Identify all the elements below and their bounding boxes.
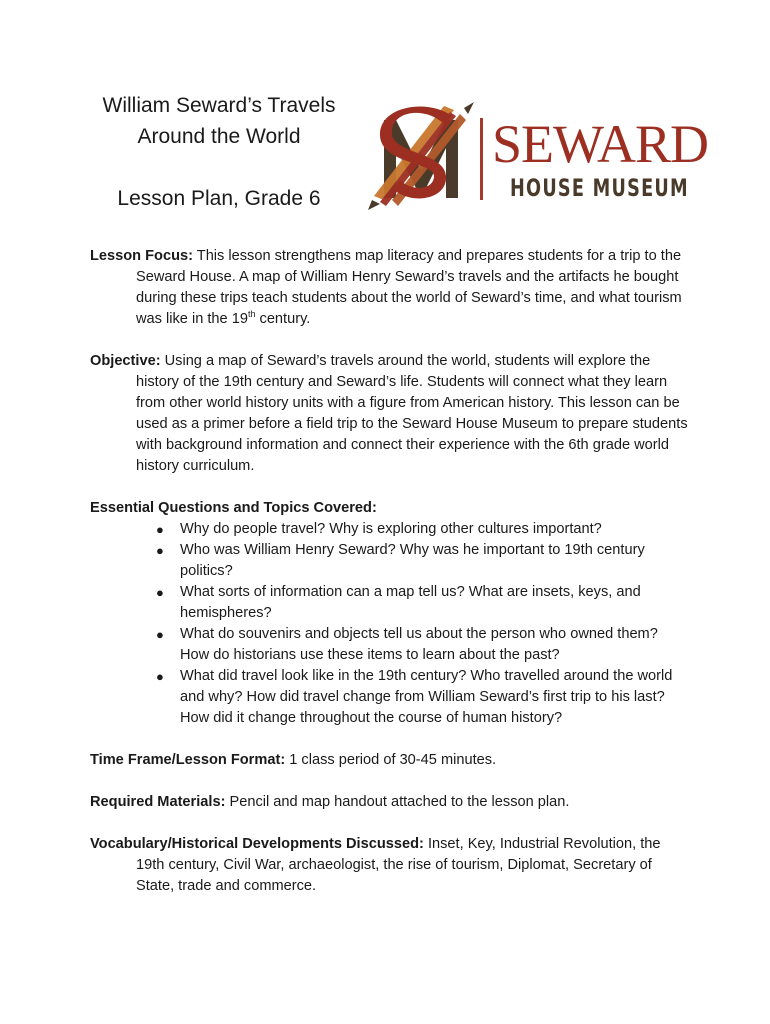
materials-label: Required Materials: [90,794,226,810]
materials-text: Pencil and map handout attached to the lesson plan. [225,794,570,810]
title-line-2: Around the World [137,125,301,148]
bullet-icon: ● [156,627,164,642]
lesson-content [90,246,690,918]
lesson-focus-text-end: century. [255,311,311,327]
list-item [90,519,690,540]
title-block [80,90,358,214]
objective-label: Objective: [90,353,161,369]
seward-house-logo [366,100,710,212]
list-item [90,582,690,624]
bullet-icon: ● [156,543,164,558]
subtitle: Lesson Plan, Grade 6 [117,187,321,210]
ordinal-suffix: th [247,309,256,319]
logo-divider [480,118,483,200]
logo-subtitle: HOUSE MUSEUM [510,174,689,202]
title-line-1: William Seward’s Travels [102,94,336,117]
time-frame-text: 1 class period of 30-45 minutes. [285,752,497,768]
lesson-focus-text: This lesson strengthens map literacy and prepares students for a trip to the Seward House. A map of William Henry Seward’s travels and the artifacts he bought during these trips teach students about the world of Seward’s time, and what tourism was like in the 19 [136,248,682,327]
list-item-text: What did travel look like in the 19th century? Who travelled around the world and why? How did travel change from William Seward’s first trip to his last? How did it change throughout the course of human history? [180,668,673,726]
vocabulary-label: Vocabulary/Historical Developments Discussed: [90,836,424,852]
objective-text: Using a map of Seward’s travels around the world, students will explore the history of the 19th century and Seward’s life. Students will connect what they learn from other world history units with a figure from American history. This lesson can be used as a primer before a field trip to the Seward House Museum to prepare students with background information and connect their experience with the 6th grade world history curriculum. [136,353,688,474]
lesson-focus-paragraph [90,246,690,330]
list-item-text: What do souvenirs and objects tell us about the person who owned them? How do historians use these items to learn about the past? [180,626,658,663]
vocabulary-text: Inset, Key, Industrial Revolution, the 19th century, Civil War, archaeologist, the rise of tourism, Diplomat, Secretary of State, trade and commerce. [136,836,661,894]
bullet-icon: ● [156,522,164,537]
list-item-text: Why do people travel? Why is exploring other cultures important? [180,521,602,537]
list-item [90,666,690,729]
bullet-icon: ● [156,585,164,600]
sm-monogram-icon [366,100,476,212]
materials-paragraph [90,792,690,813]
bullet-icon: ● [156,669,164,684]
essential-questions-heading: Essential Questions and Topics Covered: [90,500,377,516]
time-frame-paragraph [90,750,690,771]
essential-questions-list [90,519,690,729]
objective-paragraph [90,351,690,477]
list-item-text: What sorts of information can a map tell us? What are insets, keys, and hemispheres? [180,584,641,621]
list-item-text: Who was William Henry Seward? Why was he important to 19th century politics? [180,542,645,579]
logo-name: SEWARD [492,114,709,174]
time-frame-label: Time Frame/Lesson Format: [90,752,286,768]
vocabulary-paragraph [90,834,690,897]
list-item [90,624,690,666]
lesson-focus-label: Lesson Focus: [90,248,193,264]
list-item [90,540,690,582]
